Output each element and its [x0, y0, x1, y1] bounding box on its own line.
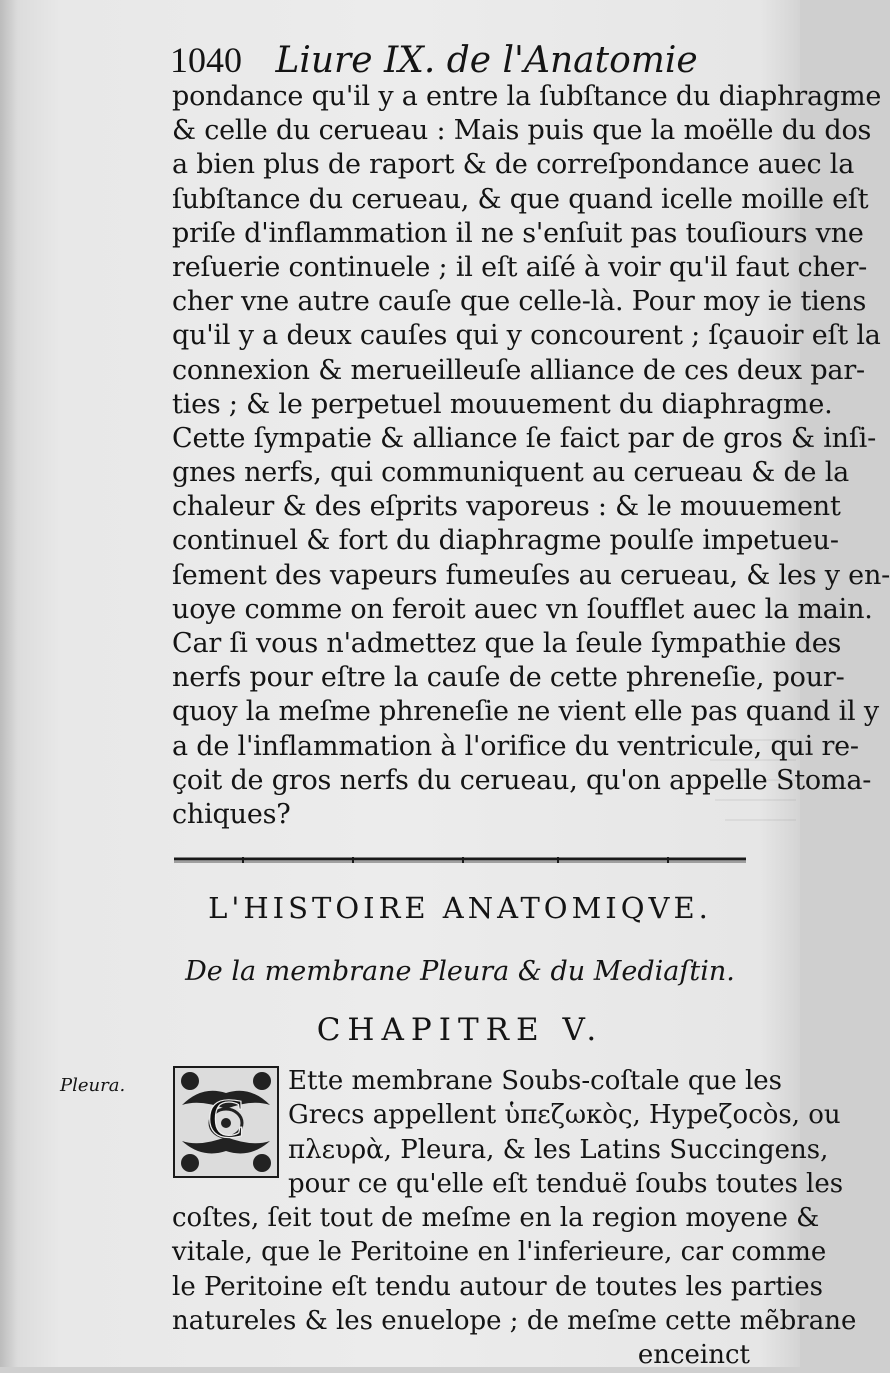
section-divider-rule	[172, 854, 748, 864]
chapter-line: natureles & les enuelope ; de meſme cette mẽbrane	[172, 1306, 857, 1337]
body-line: quoy la meſme phreneſie ne vient elle pas quand il y	[172, 696, 879, 728]
body-line: Car ſi vous n'admettez que la ſeule ſympathie des	[172, 628, 842, 659]
chapter-line: coſtes, ſeit tout de meſme en la region moyene &	[172, 1203, 820, 1234]
chapter-line: Ette membrane Soubs-coſtale que les	[288, 1066, 783, 1096]
catchword: enceinct	[637, 1340, 750, 1371]
body-line: connexion & merueilleuſe alliance de ces deux par-	[172, 354, 865, 386]
body-line: nerfs pour eſtre la cauſe de cette phreneſie, pour-	[172, 662, 845, 694]
body-line: çoit de gros nerfs du cerueau, qu'on appelle Stoma-	[172, 764, 872, 796]
chapter-line: πλευρὰ, Pleura, & les Latins Succingens,	[288, 1134, 829, 1165]
body-line: gnes nerfs, qui communiquent au cerueau & de la	[172, 457, 850, 489]
body-line: Cette ſympatie & alliance ſe faict par de gros & inſi-	[172, 422, 876, 454]
chapter-line: vitale, que le Peritoine en l'inferieure, car comme	[172, 1237, 827, 1268]
body-line: priſe d'inflammation il ne s'enſuit pas touſiours vne	[172, 217, 864, 249]
body-line: chaleur & des eſprits vaporeus : & le mouuement	[172, 491, 841, 523]
body-line: uoye comme on feroit auec vn ſoufflet auec la main.	[172, 593, 873, 625]
body-line: continuel & fort du diaphragme poulſe impetueu-	[172, 525, 839, 557]
body-line: chiques?	[172, 798, 291, 830]
body-line: a bien plus de raport & de correſpondance auec la	[172, 149, 855, 181]
body-line: reſuerie continuele ; il eſt aiſé à voir qu'il faut cher-	[172, 251, 868, 283]
running-title: Liure IX. de l'Anatomie	[275, 40, 698, 81]
body-line: ties ; & le perpetuel mouuement du diaphragme.	[172, 388, 833, 420]
body-line: pondance qu'il y a entre la ſubſtance du diaphragme	[172, 81, 882, 112]
chapter-title: CHAPITRE V.	[316, 1012, 604, 1048]
margin-note: Pleura.	[60, 1075, 126, 1096]
initial-letter: C	[207, 1088, 245, 1150]
body-line: qu'il y a deux cauſes qui y concourent ; ſçauoir eſt la	[172, 320, 881, 352]
chapter-line: pour ce qu'elle eſt tenduë ſoubs toutes les	[288, 1168, 844, 1199]
section-heading: L'HISTOIRE ANATOMIQVE.	[208, 891, 712, 925]
body-line: ſement des vapeurs fumeuſes au cerueau, & les y en-	[172, 559, 890, 591]
body-text	[172, 80, 890, 832]
page-number: 1040	[170, 40, 242, 80]
chapter-body	[172, 1064, 857, 1373]
body-line: ſubſtance du cerueau, & que quand icelle moille eſt	[172, 183, 869, 215]
section-subtitle: De la membrane Pleura & du Mediaſtin.	[185, 956, 735, 987]
chapter-line: le Peritoine eſt tendu autour de toutes les parties	[172, 1271, 823, 1302]
chapter-line: Grecs appellent ὑπεζωκὸς, Hypeζocòs, ou	[288, 1100, 841, 1131]
body-line: a de l'inflammation à l'orifice du ventricule, qui re-	[172, 730, 859, 762]
page-header	[170, 36, 770, 84]
body-line: cher vne autre cauſe que celle-là. Pour moy ie tiens	[172, 286, 867, 318]
body-line: & celle du cerueau : Mais puis que la moëlle du dos	[172, 115, 872, 147]
